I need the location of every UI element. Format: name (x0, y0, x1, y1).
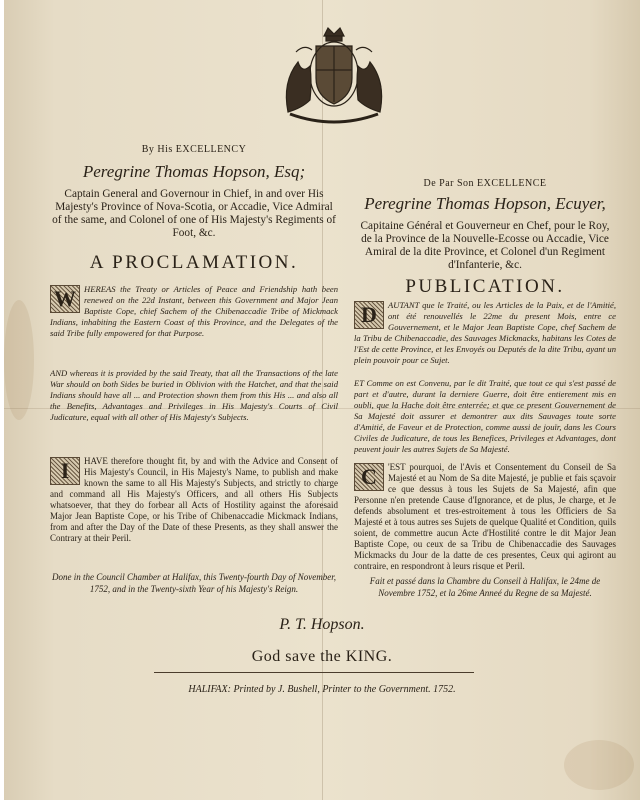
governor-name: Peregrine Thomas Hopson, Esq; (82, 162, 306, 181)
by-line: De Par Son EXCELLENCE (423, 178, 547, 189)
stain (4, 300, 34, 420)
drop-cap: D (354, 301, 384, 329)
governor-name: Peregrine Thomas Hopson, Ecuyer, (364, 194, 606, 213)
date-line: Fait et passé dans la Chambre du Conseil à Halifax, le 24me de Novembre 1752, et la 26me Anneé du Regne de sa Majesté. (369, 576, 601, 598)
by-line: By His EXCELLENCY (141, 144, 247, 155)
stain (564, 740, 634, 790)
governor-titles: Captain General and Governour in Chief, in and over His Majesty's Province of Nova-Scotia, or Accadie, Vice Admiral of the same, and Colonel of one of His Majesty's Regiments of Foot, &c. (52, 188, 336, 239)
divider (154, 672, 474, 673)
paragraph-text: 'EST pourquoi, de l'Avis et Consentement du Conseil de Sa Majesté et au Nom de Sa dite Majesté, je publie et fais sçavoir ce que dessus à tous les Sujets de Sa Majesté, afin que Personne n'en pretende Cause d'Ignorance, et de plus, Je charge, et Je defends absolument et tres-estroitement à tous les Officiers de Sa Majesté et à tous autres ses Sujets de quelque Qualité et Condition, quils soient, de commettre aucun Acte d'Hostilité contre le dit Major Jean Baptiste Cope, ou ceux de sa Tribu de Chibenaccadie des Sauvages Mickmacks du Jour de la datte de ces presentes, Ceux qui agiront au contraire, en respondront à leurs risque et Peril. (354, 462, 616, 570)
royal-coat-of-arms-icon (276, 22, 392, 134)
god-save-the-king: God save the KING. (251, 648, 393, 665)
paragraph-text: AUTANT que le Traité, ou les Articles de la Paix, et de l'Amitié, ont été renouvellés le 22me du present Mois, entre ce Gouvernement, et le Major Jean Baptiste Cope, chef Sachem de la Tribu de Chibenaccadie, des Sauvages Mickmacks, habitans les Cotes de l'Est de cette Province, et les Envoyés ou Deputés de la dite Tribu, ayant un plein pouvoir pour ce Sujet. (354, 300, 616, 365)
paragraph (354, 300, 616, 376)
drop-cap: C (354, 463, 384, 491)
paragraph (50, 456, 338, 570)
proclamation-heading: A PROCLAMATION. (89, 252, 299, 273)
paragraph-text: HAVE therefore thought fit, by and with the Advice and Consent of His Majesty's Council, in His Majesty's Name, to publish and make known the same to all His Majesty's Subjects, and strictly to charge and command all His Majesty's Officers, and all others His Subjects whatsoever, that they do forbear all Acts of Hostility against the aforesaid Major Jean Baptiste Cope, or his Tribe of Chibenaccadie Mickmack Indians, from and after the Day of the Date of these Presents, as they shall answer the Contrary at their Peril. (50, 456, 338, 543)
printer-imprint: HALIFAX: Printed by J. Bushell, Printer to the Government. 1752. (188, 684, 456, 695)
drop-cap: I (50, 457, 80, 485)
paragraph: ET Comme on est Convenu, par le dit Traité, que tout ce qui s'est passé de part et d'autre, durant la derniere Guerre, doit être entierement mis en oubli, que la Hache doit être enterrée; et que ce present Gouvernement de Sa Majesté doit assurer et demontrer aux dits Sauvages toute sorte d'Amitié, de Faveur et de Protection, comme aussi de jouïr, dans les Cours Civiles de Judicature, de tous les Benefices, Privileges et Advantages, dont peuvent jouir les autres Sujets de Sa Majesté. (354, 378, 616, 454)
paragraph (50, 284, 338, 364)
governor-titles: Capitaine Général et Gouverneur en Chef, pour le Roy, de la Province de la Nouvelle-Ecosse ou Accadie, Vice Amiral de la dite Province, et Colonel d'un Regiment d'Infanterie, &c. (360, 220, 610, 271)
paragraph: AND whereas it is provided by the said Treaty, that all the Transactions of the late War should on both Sides be buried in Oblivion with the Hatchet, and that the said Indians should have all ... and Protection shown them from this His ... and also all the Benefits, Advantages and Privileges in His Majesty's Courts of Civil Judicature, equal with all other of His Majesty's Subjects. (50, 368, 338, 422)
paragraph (354, 462, 616, 570)
signature: P. T. Hopson. (279, 616, 365, 633)
paragraph-text: HEREAS the Treaty or Articles of Peace and Friendship hath been renewed on the 22d Instant, between this Government and Major Jean Baptiste Cope, chief Sachem of the Chibenaccadie Tribe of Mickmack Indians, inhabiting the Eastern Coast of this Province, and the Delegates of the said Tribe fully empowered for that Purpose. (50, 284, 338, 338)
publication-heading: PUBLICATION. (405, 276, 565, 297)
drop-cap: W (50, 285, 80, 313)
date-line: Done in the Council Chamber at Halifax, this Twenty-fourth Day of November, 1752, and in the Twenty-sixth Year of his Majesty's Reign. (51, 572, 337, 594)
proclamation-sheet (4, 0, 640, 800)
